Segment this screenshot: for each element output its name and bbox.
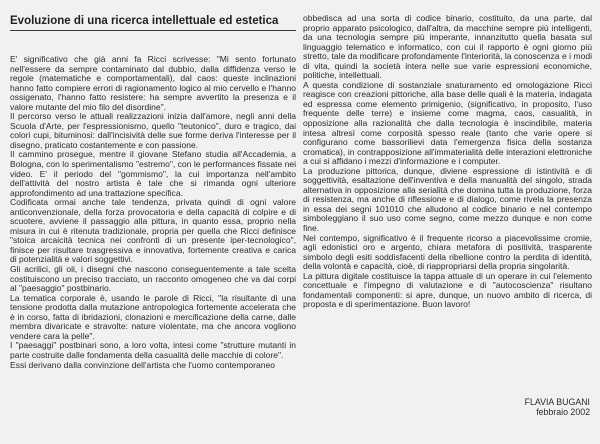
right-paragraph-5: La pittura digitale costituisce la tappa attuale di un operare in cui l'elemento concettuale e l'impegno di valutazione e di "autocoscienza" risultano fondamentali componenti: si apre, dunque, un nuovo ambito di ricerca, di proposta e di sperimentazione. Buon lavoro!	[303, 270, 592, 310]
right-column	[303, 14, 592, 310]
left-paragraph-3: Il cammino prosegue, mentre il giovane Stefano studia all'Accademia, a Bologna, con lo sperimentalismo "estremo", con le performances fissate nei video. E' il periodo del "gommismo", la cui importanza nell'ambito dell'attività del nostro artista è tale che si rimanda ogni ulteriore approfondimento ad una trattazione specifica.	[10, 149, 296, 198]
left-paragraph-1: E' significativo che già anni fa Ricci scrivesse: "Mi sento fortunato nell'essere da sempre contaminato dal dubbio, dalla diffidenza verso le regole (matematiche e comportamentali), dal caos: queste inclinazioni hanno fatto compiere errori di ragionamento logico al mio cervello e l'hanno ossigenato, l'hanno fatto resistere: ha sempre avvertito la presenza e il valore mutante del mio filo del disordine".	[10, 54, 296, 112]
left-paragraph-4: Codificata ormai anche tale tendenza, privata quindi di ogni valore anticonvenzionale, della forza provocatoria e della capacità di colpire e di scuotere, avviene il passaggio alla pittura, in quanto essa, proprio nella misura in cui è ritenuta tradizionale, propria per quella che Ricci definisce "stoica arcaicità tecnica nei confronti di un presente iper-tecnologico", finisce per risultare trasgressiva e innovativa, fortemente creativa e carica di potenzialità e valori soggettivi.	[10, 197, 296, 265]
right-paragraph-2: A questa condizione di sostanziale snaturamento ed omologazione Ricci reagisce con creazioni pittoriche, alla base delle quali è la materia, indagata ed espressa come elemento primigenio, (significativo, in proposito, l'uso frequente delle terre) e insieme come magma, caos, casualità, in opposizione alla razionalità che dalla tecnologia è inscindibile, materia intesa altresì come corposità spesso reale (tanto che varie opere si configurano come bassorilievi data l'emergenza fisica della sostanza cromatica), in contrapposizione all'immaterialità delle interazioni elettroniche a cui si affidano i mezzi d'informazione e i computer.	[303, 79, 592, 167]
author-name: FLAVIA BUGANI	[524, 397, 590, 407]
left-paragraph-2: Il percorso verso le attuali realizzazioni inizia dall'amore, negli anni della Scuola d'Arte, per l'espressionismo, quello "teutonico", duro e tragico, dai colori cupi, bituminosi: dall'incisività delle sue forme deriva l'interesse per il disegno, praticato costantemente e con passione.	[10, 111, 296, 150]
right-paragraph-3: La produzione pittorica, dunque, diviene espressione di istintività e di soggettività, esaltazione dell'inventiva e della manualità del singolo, strada alternativa in opposizione alla serialità che domina tutta la produzione, forza di resistenza, ma anche di riflessione e di dialogo, come rivela la presenza in essa dei segni 101010 che alludono al codice binario e nel contempo simboleggiano il suo uso come segno, come mezzo dunque e non come fine.	[303, 165, 592, 234]
left-paragraph-7: I "paesaggi" postbinari sono, a loro volta, intesi come "strutture mutanti in parte costruite dalle fondamenta della casualità delle macchie di colore".	[10, 340, 296, 360]
article-date: febbraio 2002	[536, 407, 590, 417]
left-paragraph-5: Gli acrilici, gli oli, i disegni che nascono conseguentemente a tale scelta costituiscono un preciso tracciato, un racconto omogeneo che va dai corpi al "paesaggio" postbinario.	[10, 264, 296, 294]
left-paragraph-8: Essi derivano dalla convinzione dell'artista che l'uomo contemporaneo	[10, 359, 276, 370]
left-column	[10, 55, 296, 370]
article-title: Evoluzione di una ricerca intellettuale ed estetica	[10, 15, 279, 27]
right-paragraph-4: Nel contempo, significativo è il frequente ricorso a piacevolissime cromie, agli edonistici oro e argento, chiara metafora di positività, trasparente simbolo degli esiti soddisfacenti della ribellione contro la perdita di identità, della volontà e capacità, cioè, di riappropriarsi della propria singolarità.	[303, 232, 592, 272]
left-paragraph-6: La tematica corporale è, usando le parole di Ricci, "la risultante di una tensione prodotta dalla mutazione antropologica fortemente accelerata che è in corso, fatta di ibridazioni, clonazioni e mercificazione della carne, dalle membra divaricate e stravolte: nature violentate, ma che ancora vogliono vendere cara la pelle".	[10, 292, 296, 341]
title-underline	[10, 30, 296, 31]
right-paragraph-1: obbedisca ad una sorta di codice binario, costituito, da una parte, dal proprio apparato psicologico, dall'altra, da macchine sempre più intelligenti, da una tecnologia sempre più imperante, innanzitutto quella basata sul linguaggio telematico e informatico, con cui il rapporto è ogni giorno più stretto, tale da modificare profondamente l'interiorità, la conoscenza e i modi di vita, quindi la società intera nelle sue varie espressioni economiche, politiche, intellettuali.	[303, 13, 592, 81]
